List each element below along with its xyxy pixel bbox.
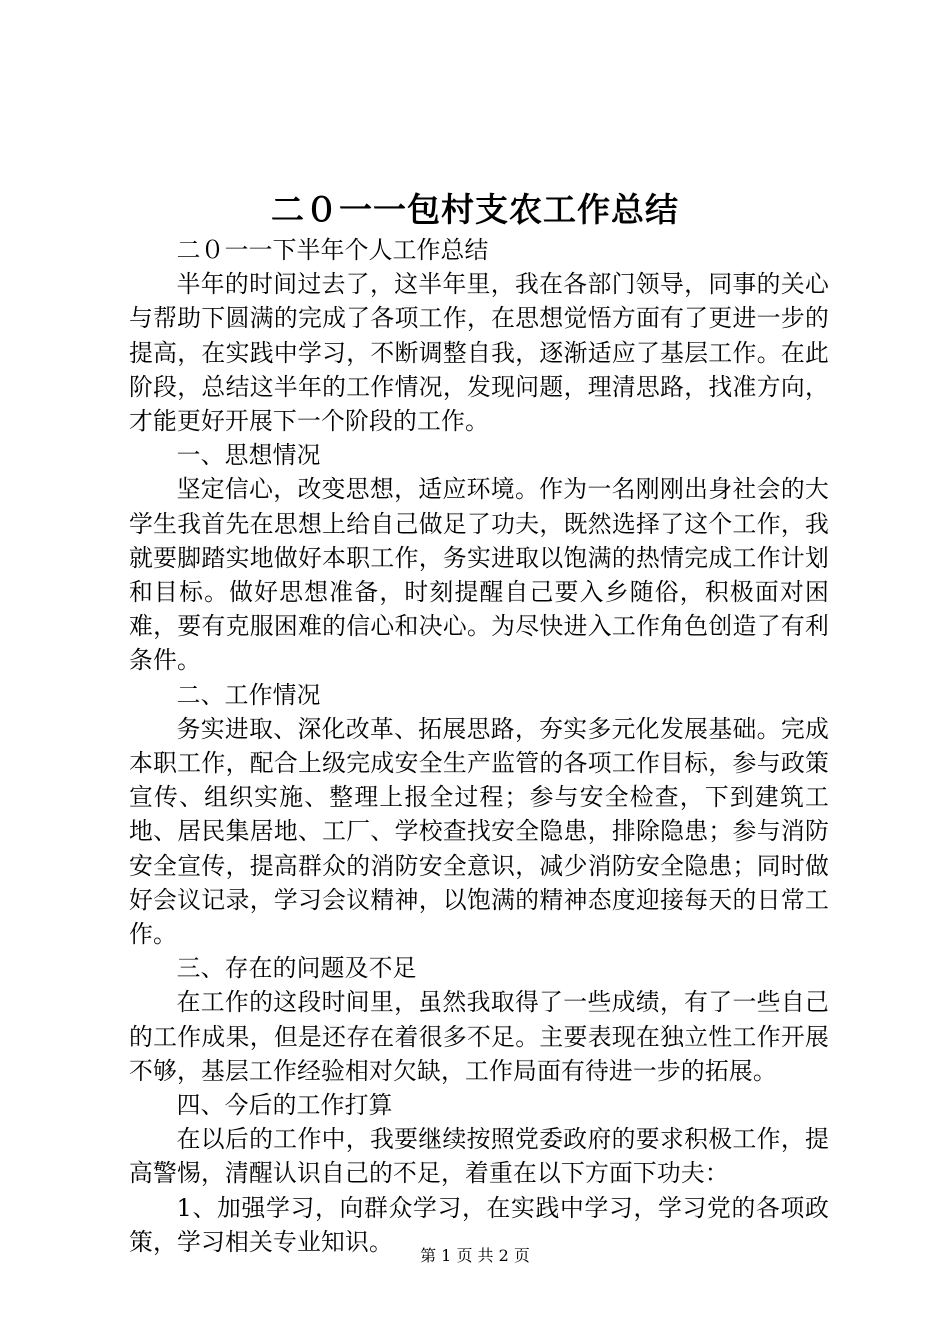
plans-paragraph: 在以后的工作中，我要继续按照党委政府的要求积极工作，提高警惕，清醒认识自己的不足，着重在以下方面下功夫：: [129, 1125, 829, 1188]
document-title: 二０一一包村支农工作总结: [271, 190, 679, 229]
section-heading-plans: 四、今后的工作打算: [176, 1091, 393, 1120]
thought-paragraph: 坚定信心，改变思想，适应环境。作为一名刚刚出身社会的大学生我首先在思想上给自己做足了功夫，既然选择了这个工作，我就要脚踏实地做好本职工作，务实进取以饱满的热情完成工作计划和目标。做好思想准备，时刻提醒自己要入乡随俗，积极面对困难，要有克服困难的信心和决心。为尽快进入工作角色创造了有利条件。: [129, 475, 829, 675]
subtitle-paragraph: 二０一一下半年个人工作总结: [176, 236, 489, 264]
plan-item-1: 1、加强学习，向群众学习，在实践中学习，学习党的各项政策，学习相关专业知识。: [129, 1193, 829, 1256]
intro-paragraph: 半年的时间过去了，这半年里，我在各部门领导，同事的关心与帮助下圆满的完成了各项工作，在思想觉悟方面有了更进一步的提高，在实践中学习，不断调整自我，逐渐适应了基层工作。在此阶段，总结这半年的工作情况，发现问题，理清思路，找准方向，才能更好开展下一个阶段的工作。: [129, 270, 829, 436]
work-paragraph: 务实进取、深化改革、拓展思路，夯实多元化发展基础。完成本职工作，配合上级完成安全生产监管的各项工作目标，参与政策宣传、组织实施、整理上报全过程；参与安全检查，下到建筑工地、居民集居地、工厂、学校查找安全隐患，排除隐患；参与消防安全宣传，提高群众的消防安全意识，减少消防安全隐患；同时做好会议记录，学习会议精神，以饱满的精神态度迎接每天的日常工作。: [129, 714, 829, 949]
section-heading-thought: 一、思想情况: [176, 441, 321, 470]
page-footer: 第 1 页 共 2 页: [420, 1246, 530, 1265]
problems-paragraph: 在工作的这段时间里，虽然我取得了一些成绩，有了一些自己的工作成果，但是还存在着很多不足。主要表现在独立性工作开展不够，基层工作经验相对欠缺，工作局面有待进一步的拓展。: [129, 988, 829, 1085]
document-body: [129, 233, 829, 1259]
section-heading-problems: 三、存在的问题及不足: [176, 954, 417, 983]
section-heading-work: 二、工作情况: [176, 680, 321, 709]
